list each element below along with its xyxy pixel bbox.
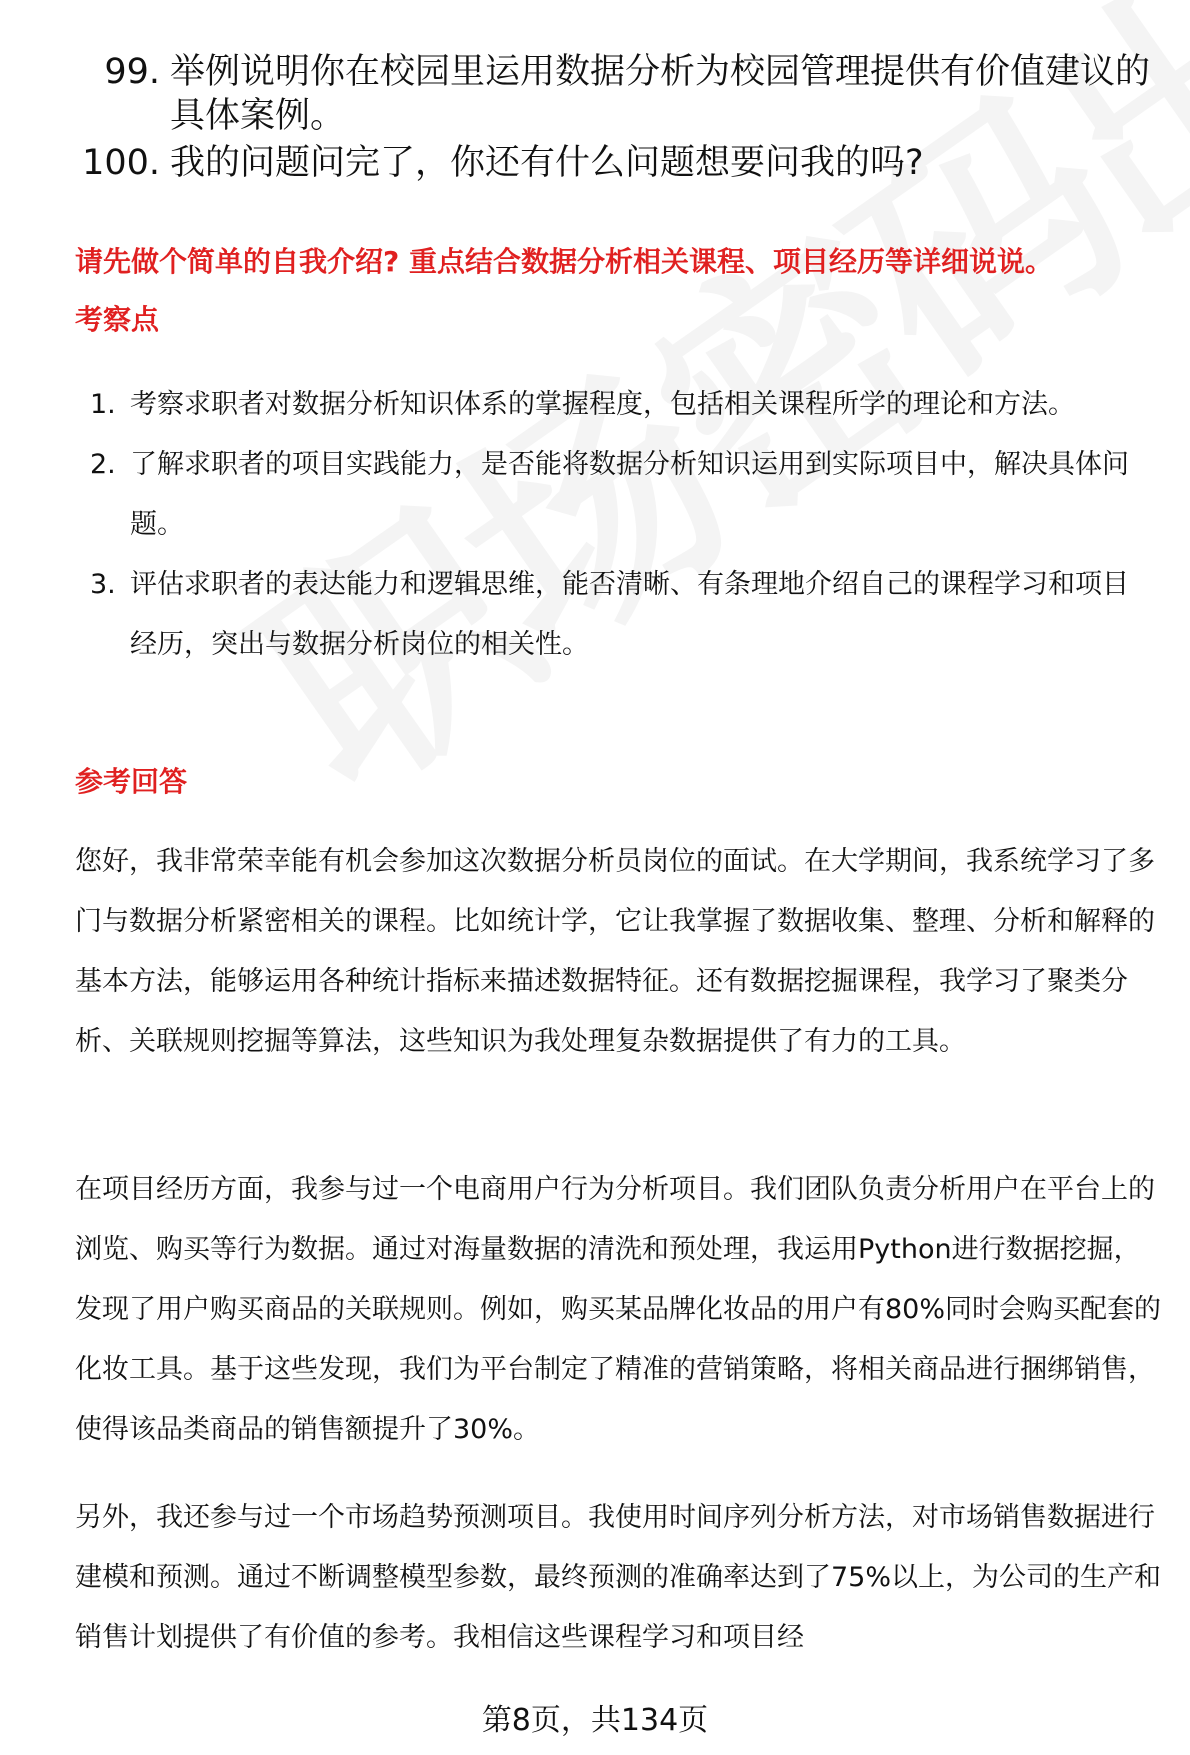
list-item-number: 2. [90, 449, 116, 480]
answer-paragraph: 在项目经历方面，我参与过一个电商用户行为分析项目。我们团队负责分析用户在平台上的浏览、购买等行为数据。通过对海量数据的清洗和预处理，我运用Python进行数据挖掘，发现了用户购买商品的关联规则。例如，购买某品牌化妆品的用户有80%同时会购买配套的化妆工具。基于这些发现，我们为平台制定了精准的营销策略，将相关商品进行捆绑销售，使得该品类商品的销售额提升了30%。 [75, 1174, 1162, 1445]
question-text: 我的问题问完了，你还有什么问题想要问我的吗? [170, 143, 924, 183]
list-item-text: 考察求职者对数据分析知识体系的掌握程度，包括相关课程所学的理论和方法。 [130, 389, 1075, 420]
list-item-number: 3. [90, 569, 116, 600]
list-item-text: 了解求职者的项目实践能力，是否能将数据分析知识运用到实际项目中，解决具体问题。 [130, 449, 1129, 540]
question-text: 举例说明你在校园里运用数据分析为校园管理提供有价值建议的具体案例。 [170, 52, 1151, 136]
list-item [75, 435, 1135, 555]
question-number: 99. [104, 52, 160, 92]
answer-heading: 参考回答 [75, 765, 188, 798]
question-number: 100. [82, 143, 160, 183]
list-item [75, 375, 1135, 435]
section-title: 请先做个简单的自我介绍? 重点结合数据分析相关课程、项目经历等详细说说。 [75, 245, 1053, 278]
page-footer: 第8页，共134页 [481, 1703, 709, 1738]
focus-points-list [75, 375, 1135, 675]
answer-paragraph: 另外，我还参与过一个市场趋势预测项目。我使用时间序列分析方法，对市场销售数据进行建模和预测。通过不断调整模型参数，最终预测的准确率达到了75%以上，为公司的生产和销售计划提供了有价值的参考。我相信这些课程学习和项目经 [75, 1502, 1162, 1653]
answer-paragraph: 您好，我非常荣幸能有机会参加这次数据分析员岗位的面试。在大学期间，我系统学习了多门与数据分析紧密相关的课程。比如统计学，它让我掌握了数据收集、整理、分析和解释的基本方法，能够运用各种统计指标来描述数据特征。还有数据挖掘课程，我学习了聚类分析、关联规则挖掘等算法，这些知识为我处理复杂数据提供了有力的工具。 [75, 846, 1155, 1057]
list-item-text: 评估求职者的表达能力和逻辑思维，能否清晰、有条理地介绍自己的课程学习和项目经历，突出与数据分析岗位的相关性。 [130, 569, 1129, 660]
focus-heading: 考察点 [75, 303, 160, 336]
list-item-number: 1. [90, 389, 116, 420]
list-item [75, 555, 1135, 675]
